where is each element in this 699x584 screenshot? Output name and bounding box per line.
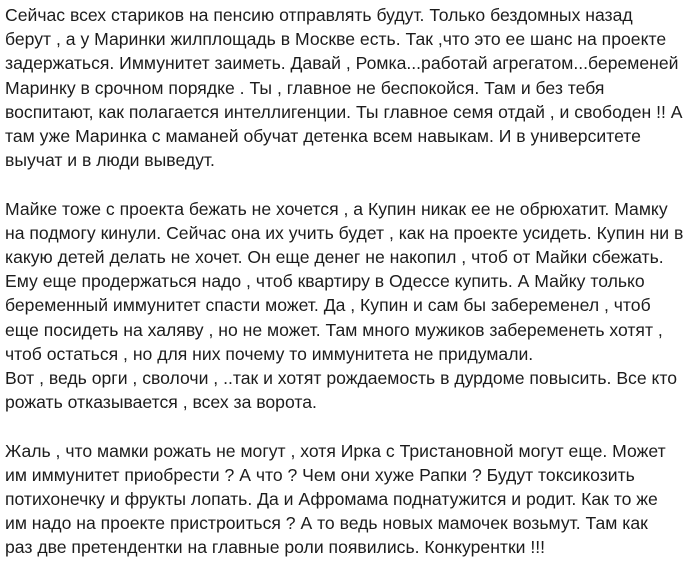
paragraph-2 [5, 197, 695, 415]
text-line: Сейчас всех стариков на пенсию отправлять будут. Только бездомных назад [5, 5, 633, 25]
document-body [5, 3, 695, 584]
text-line: рожать отказывается , всех за ворота. [5, 392, 317, 413]
text-line: им надо на проекте пристроиться ? А то ведь новых мамочек возьмут. Там как [5, 513, 648, 534]
text-line: берут , а у Маринки жилплощадь в Москве есть. Так ,что это ее шанс на проекте [5, 29, 667, 50]
text-line: Маринку в срочном порядке . Ты , главное не беспокойся. Там и без тебя [5, 77, 605, 98]
text-line: потихонечку и фрукты лопать. Да и Афромама поднатужится и родит. Как то же [5, 489, 658, 510]
text-line: еще посидеть на халяву , но не может. Там много мужиков забеременеть хотят , [5, 319, 663, 340]
text-line: Майке тоже с проекта бежать не хочется , а Купин никак ее не обрюхатит. Мамку [5, 198, 668, 219]
text-line: Жаль , что мамки рожать не могут , хотя Ирка с Тристановной могут еще. Может [5, 440, 666, 461]
text-line: Ему еще продержаться надо , чтоб квартиру в Одессе купить. А Майку только [5, 271, 645, 292]
text-line: выучат и в люди выведут. [5, 150, 215, 171]
text-line: беременный иммунитет спасти может. Да , Купин и сам бы забеременел , чтоб [5, 295, 651, 316]
text-line: задержаться. Иммунитет заиметь. Давай , Ромка...работай агрегатом...беременей [5, 53, 679, 74]
text-line: Вот , ведь орги , сволочи , ..так и хотят рождаемость в дурдоме повысить. Все кто [5, 368, 678, 389]
paragraph-1 [5, 3, 695, 172]
text-line: там уже Маринка с маманей обучат детенка всем навыкам. И в университете [5, 126, 641, 147]
text-line: чтоб остаться , но для них почему то иммунитета не придумали. [5, 343, 534, 364]
text-line: раз две претендентки на главные роли появились. Конкурентки !!! [5, 537, 546, 558]
paragraph-3 [5, 439, 695, 560]
text-line: воспитают, как полагается интеллигенции. Ты главное семя отдай , и свободен !! А [5, 101, 683, 122]
text-line: какую детей делать не хочет. Он еще денег не накопил , чтоб от Майки сбежать. [5, 247, 664, 268]
text-line: им иммунитет приобрести ? А что ? Чем они хуже Рапки ? Будут токсикозить [5, 464, 635, 485]
text-line: на подмогу кинули. Сейчас она их учить будет , как на проекте усидеть. Купин ни в [5, 222, 684, 243]
